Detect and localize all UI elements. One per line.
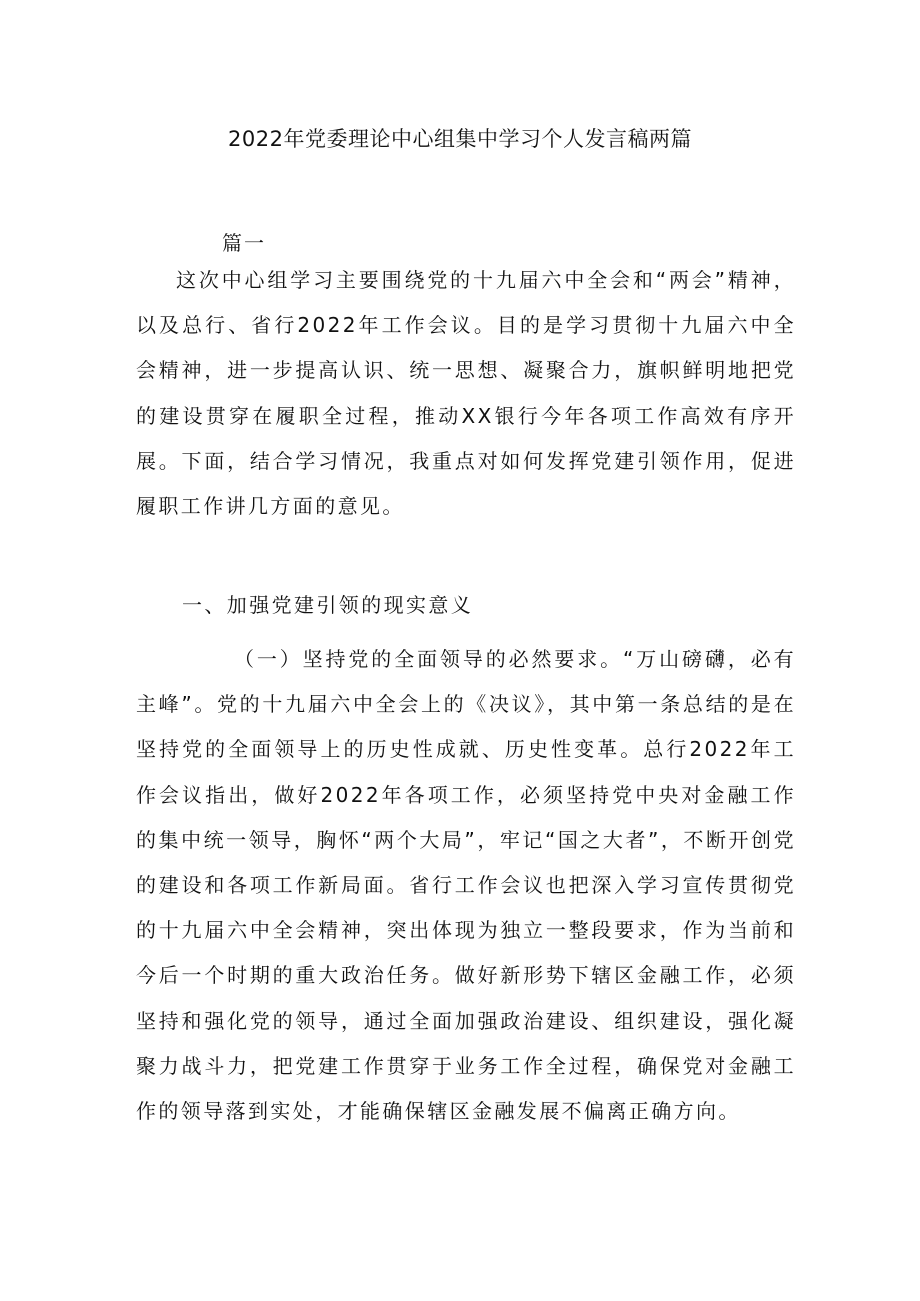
section-label: 篇一 — [222, 231, 266, 255]
document-title: 2022年党委理论中心组集中学习个人发言稿两篇 — [228, 127, 692, 151]
paragraph-body: （一）坚持党的全面领导的必然要求。“万山磅礴，必有主峰”。党的十九届六中全会上的《决议》，其中第一条总结的是在坚持党的全面领导上的历史性成就、历史性变革。总行2022年工作会议指出，做好2022年各项工作，必须坚持党中央对金融工作的集中统一领导，胸怀“两个大局”，牢记“国之大者”，不断开创党的建设和各项工作新局面。省行工作会议也把深入学习宣传贯彻党的十九届六中全会精神，突出体现为独立一整段要求，作为当前和今后一个时期的重大政治任务。做好新形势下辖区金融工作，必须坚持和强化党的领导，通过全面加强政治建设、组织建设，强化凝聚力战斗力，把党建工作贯穿于业务工作全过程，确保党对金融工作的领导落到实处，才能确保辖区金融发展不偏离正确方向。 — [136, 647, 796, 1124]
section-heading: 一、加强党建引领的现实意义 — [182, 593, 474, 617]
paragraph-intro: 这次中心组学习主要围绕党的十九届六中全会和“两会”精神，以及总行、省行2022年工作会议。目的是学习贯彻十九届六中全会精神，进一步提高认识、统一思想、凝聚合力，旗帜鲜明地把党的建设贯穿在履职全过程，推动XX银行今年各项工作高效有序开展。下面，结合学习情况，我重点对如何发挥党建引领作用，促进履职工作讲几方面的意见。 — [136, 268, 796, 519]
